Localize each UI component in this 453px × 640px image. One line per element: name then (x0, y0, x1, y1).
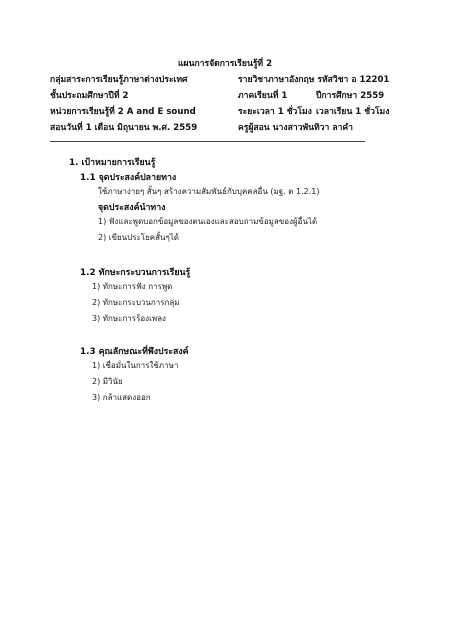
section-1-heading: 1. เป้าหมายการเรียนรู้ (69, 158, 156, 168)
header-date: สอนวันที่ 1 เดือน มิถุนายน พ.ศ. 2559 (50, 123, 198, 133)
header-duration: ระยะเวลา 1 ชั่วโมง (238, 107, 312, 117)
list-item: 1) ฟังและพูดบอกข้อมูลของตนเองและสอบถามข้อมูลของผู้อื่นได้ (98, 217, 318, 226)
section-1-2-heading: 1.2 ทักษะกระบวนการเรียนรู้ (80, 268, 191, 278)
section-1-1-heading: 1.1 จุดประสงค์ปลายทาง (80, 173, 177, 183)
header-course-code: รายวิชาภาษาอังกฤษ รหัสวิชา อ 12201 (238, 75, 390, 85)
list-item: 2) เขียนประโยคสั้นๆได้ (98, 233, 179, 242)
list-item: 1) เชื่อมั่นในการใช้ภาษา (92, 361, 179, 370)
section-1-1-sub-heading: จุดประสงค์นำทาง (98, 203, 166, 213)
section-1-1-text: ใช้ภาษาง่ายๆ สั้นๆ สร้างความสัมพันธ์กับบุคคลอื่น (มฐ. ต 1.2.1) (98, 187, 320, 196)
header-subject-group: กลุ่มสาระการเรียนรู้ภาษาต่างประเทศ (50, 75, 188, 85)
list-item: 3) ทักษะการร้องเพลง (92, 314, 166, 323)
list-item: 2) ทักษะกระบวนการกลุ่ม (92, 298, 180, 307)
section-1-3-heading: 1.3 คุณลักษณะที่พึงประสงค์ (80, 347, 189, 357)
list-item: 1) ทักษะการฟัง การพูด (92, 282, 173, 291)
header-semester: ภาคเรียนที่ 1 (238, 91, 288, 101)
document-title: แผนการจัดการเรียนรู้ที่ 2 (178, 59, 273, 69)
header-study-time: เวลาเรียน 1 ชั่วโมง (316, 107, 390, 117)
header-teacher: ครูผู้สอน นางสาวพันทิวา ลาคำ (238, 123, 353, 133)
header-academic-year: ปีการศึกษา 2559 (316, 91, 385, 101)
header-grade: ชั้นประถมศึกษาปีที่ 2 (50, 91, 129, 101)
header-divider (50, 141, 365, 142)
list-item: 2) มีวินัย (92, 377, 123, 386)
header-unit: หน่วยการเรียนรู้ที่ 2 A and E sound (50, 107, 196, 117)
list-item: 3) กล้าแสดงออก (92, 393, 151, 402)
